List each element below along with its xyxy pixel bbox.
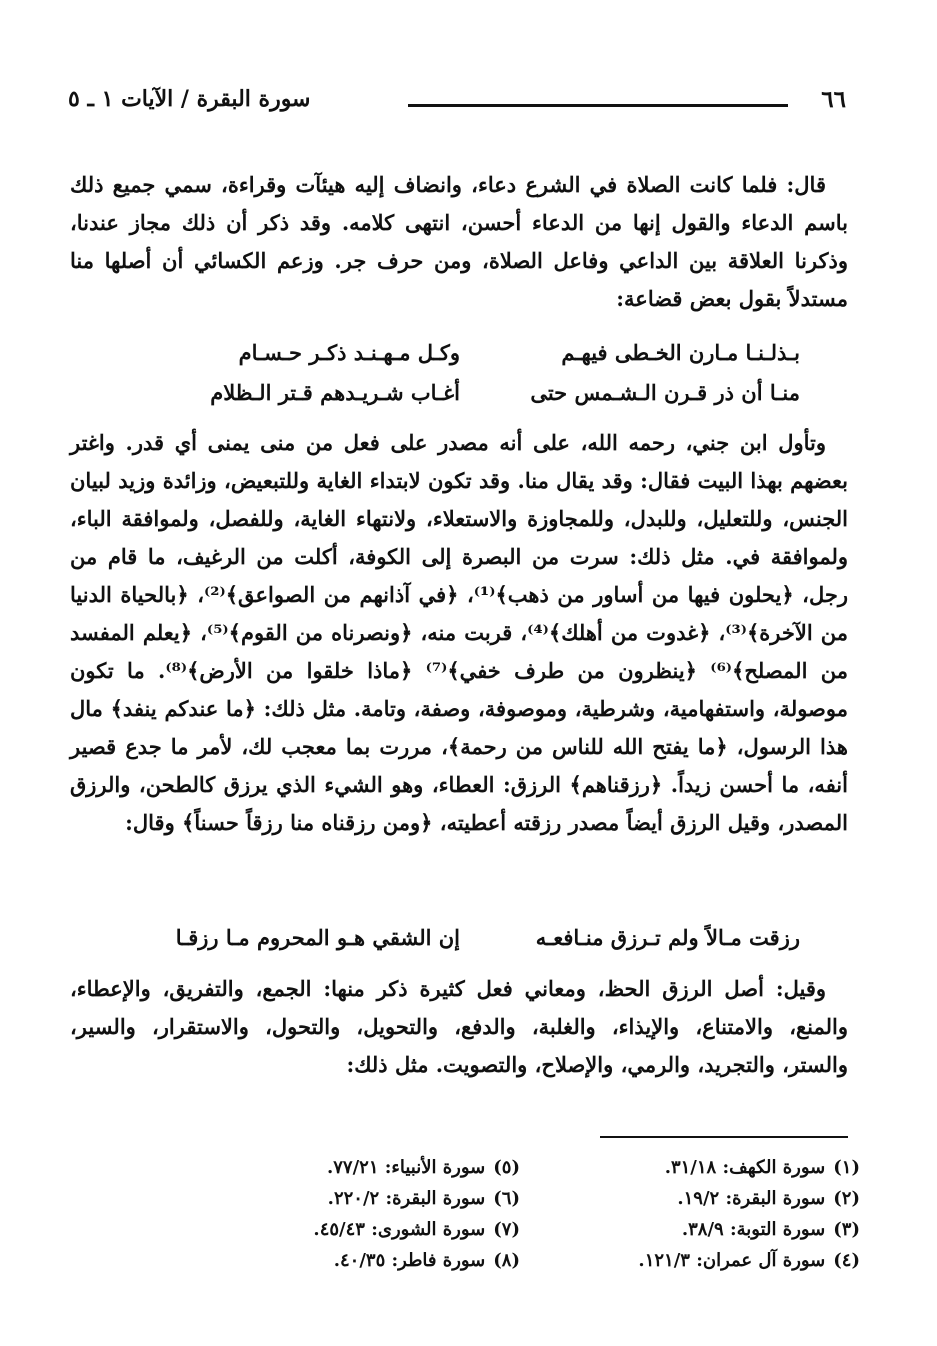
verse-line-3 [120, 925, 800, 965]
footnote-text: سورة التوبة: ٣٨/٩. [681, 1219, 826, 1240]
footnote [220, 1183, 520, 1214]
paragraph-text: وقيل: أصل الرزق الحظ، ومعاني فعل كثيرة ذكر منها: الجمع، والتفريق، والإعطاء، والمنع، والامتناع، والإيذاء، والغلبة، والدفع، والتحويل، والتحول، والاستقرار، والسير، والستر، والتجريد، والرمي، والإصلاح، والتصويت. مثل ذلك: [70, 976, 848, 1077]
footnote-text: سورة البقرة: ٢٢٠/٢. [327, 1188, 486, 1209]
footnote-number: (٤) [833, 1250, 860, 1271]
footnote-number: (٨) [493, 1250, 520, 1271]
paragraph-2 [70, 424, 848, 842]
footnote-text: سورة الشورى: ٤٥/٤٣. [313, 1219, 486, 1240]
footnote [220, 1214, 520, 1245]
page-header [68, 82, 846, 122]
footnote-text: سورة البقرة: ١٩/٢. [677, 1188, 826, 1209]
footnotes-column-left [220, 1152, 520, 1276]
verse-second-hemistich: وكـل مـهـنـد ذكـر حـسـام [238, 340, 460, 365]
footnote-rule [600, 1136, 848, 1138]
verse-line-2 [120, 380, 800, 420]
verse-first-hemistich: رزقت مـالاً ولم تـرزق منـافعـه [535, 925, 800, 950]
footnote-text: سورة الكهف: ٣١/١٨. [664, 1157, 826, 1178]
footnote-number: (٣) [833, 1219, 860, 1240]
footnote-number: (٢) [833, 1188, 860, 1209]
page-number: ٦٦ [821, 86, 846, 113]
footnote-text: سورة آل عمران: ١٢١/٣. [638, 1250, 826, 1271]
verse-second-hemistich: أغـاب شـريـدهم قـتر الـظلام [210, 380, 460, 405]
footnotes-column-right [560, 1152, 860, 1276]
footnote-number: (٧) [493, 1219, 520, 1240]
footnotes [220, 1152, 860, 1292]
footnote [560, 1245, 860, 1276]
footnote-text: سورة فاطر: ٤٠/٣٥. [333, 1250, 486, 1271]
paragraph-text: وتأول ابن جني، رحمه الله، على أنه مصدر على فعل من منى يمنى أي قدر. واغتر بعضهم بهذا البيت فقال: وقد يقال منا. وقد تكون لابتداء الغاية وللتبعيض، وزائدة وزيد لبيان الجنس، وللتعليل، وللبدل، وللمجاوزة والاستعلاء، ولانتهاء الغاية، وللفصل، ولموافقة الباء، ولموافقة في. مثل ذلك: سرت من البصرة إلى الكوفة، أكلت من الرغيف، ما قام من رجل، ﴿يحلون فيها من أساور من ذهب﴾⁽¹⁾، ﴿في آذانهم من الصواعق﴾⁽²⁾، ﴿بالحياة الدنيا من الآخرة﴾⁽³⁾، ﴿غدوت من أهلك﴾⁽⁴⁾، قربت منه، ﴿ونصرناه من القوم﴾⁽⁵⁾، ﴿يعلم المفسد من المصلح﴾⁽⁶⁾ ﴿ينظرون من طرف خفي﴾⁽⁷⁾ ﴿ماذا خلقوا من الأرض﴾⁽⁸⁾. ما تكون موصولة، واستفهامية، وشرطية، وموصوفة، وصفة، وتامة. مثل ذلك: ﴿ما عندكم ينفد﴾ مال هذا الرسول، ﴿ما يفتح الله للناس من رحمة﴾، مررت بما معجب لك، لأمر ما جدع قصير أنفه، ما أحسن زيداً. ﴿رزقناهم﴾ الرزق: العطاء، وهو الشيء الذي يرزق كالطحن، والرزق المصدر، وقيل الرزق أيضاً مصدر رزقته أعطيته، ﴿ومن رزقناه منا رزقاً حسناً﴾ وقال: [70, 430, 849, 835]
paragraph-1 [70, 166, 848, 318]
footnote [220, 1152, 520, 1183]
footnote-number: (٥) [493, 1157, 520, 1178]
footnote [560, 1152, 860, 1183]
verse-second-hemistich: إن الشقي هـو المحروم مـا رزقـا [175, 925, 460, 950]
verse-line-1 [120, 340, 800, 380]
verse-first-hemistich: منـا أن ذر قـرن الـشـمس حتى [530, 380, 800, 405]
footnote-number: (١) [833, 1157, 860, 1178]
footnote [560, 1214, 860, 1245]
paragraph-text: قال: فلما كانت الصلاة في الشرع دعاء، وانضاف إليه هيئآت وقراءة، سمي جميع ذلك باسم الدعاء والقول إنها من الدعاء أحسن، انتهى كلامه. وقد ذكر أن ذلك مجاز عندنا، وذكرنا العلاقة بين الداعي وفاعل الصلاة، ومن حرف جر. وزعم الكسائي أن أصلها منا مستدلاً بقول بعض قضاعة: [70, 172, 848, 311]
footnote [560, 1183, 860, 1214]
paragraph-3 [70, 970, 848, 1084]
footnote-text: سورة الأنبياء: ٧٧/٢١. [326, 1157, 486, 1178]
verse-first-hemistich: بـذلـنـا مـارن الخـطى فيهـم [561, 340, 800, 365]
footnote [220, 1245, 520, 1276]
footnote-number: (٦) [493, 1188, 520, 1209]
running-title: سورة البقرة / الآيات ١ ـ ٥ [68, 86, 311, 112]
header-rule [408, 104, 788, 107]
